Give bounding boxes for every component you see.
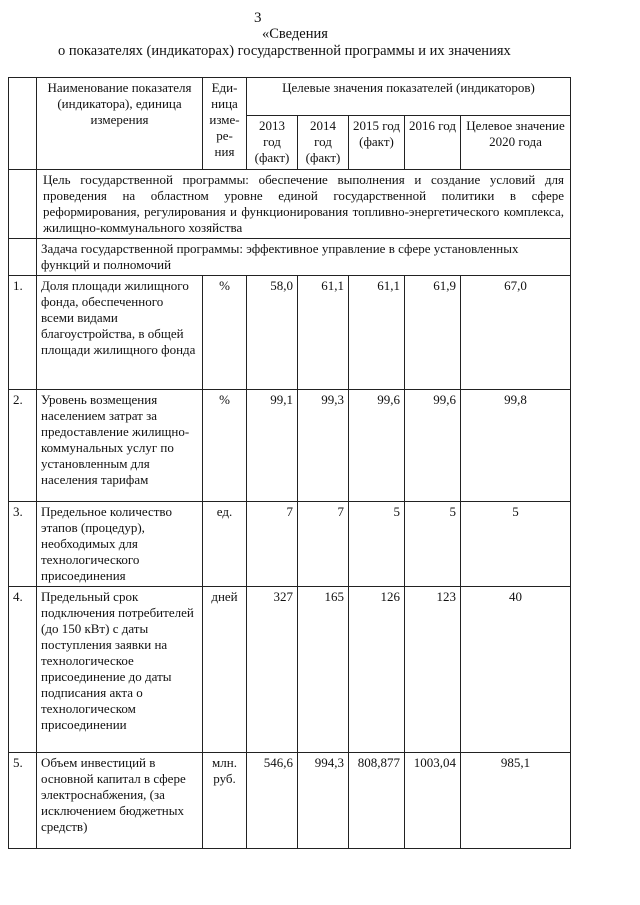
value-2013: 7 [247, 502, 298, 587]
value-2015: 61,1 [349, 276, 405, 390]
value-2014: 994,3 [298, 753, 349, 849]
program-task: Задача государственной программы: эффективное управление в сфере установленных функций и полномочий [37, 239, 571, 276]
table-row [9, 587, 571, 753]
value-2016: 123 [405, 587, 461, 753]
goal-num-cell [9, 170, 37, 239]
header-target-2020: Целевое значение 2020 года [461, 116, 571, 170]
header-indicator: Наименование показателя (индикатора), единица измерения [37, 78, 203, 170]
unit-cell: дней [203, 587, 247, 753]
value-target-2020: 40 [461, 587, 571, 753]
table-row [9, 502, 571, 587]
unit-cell: % [203, 276, 247, 390]
value-2013: 546,6 [247, 753, 298, 849]
table-row [9, 753, 571, 849]
indicator-name: Предельный срок подключения потребителей (до 150 кВт) с даты поступления заявки на технологическое присоединение до даты подписания акта о технологическом присоединении [37, 587, 203, 753]
table-row [9, 390, 571, 502]
header-year-2014: 2014 год (факт) [298, 116, 349, 170]
value-2016: 5 [405, 502, 461, 587]
row-number: 3. [9, 502, 37, 587]
value-2013: 99,1 [247, 390, 298, 502]
value-2015: 126 [349, 587, 405, 753]
table-row [9, 276, 571, 390]
task-num-cell [9, 239, 37, 276]
row-number: 4. [9, 587, 37, 753]
value-2014: 7 [298, 502, 349, 587]
page-number: 3 [254, 10, 262, 26]
row-number: 2. [9, 390, 37, 502]
indicator-name: Объем инвестиций в основной капитал в сфере электроснабжения, (за исключением бюджетных средств) [37, 753, 203, 849]
unit-cell: млн. руб. [203, 753, 247, 849]
value-target-2020: 67,0 [461, 276, 571, 390]
indicator-name: Уровень возмещения населением затрат за предоставление жилищно-коммунальных услуг по установленным для населения тарифам [37, 390, 203, 502]
value-target-2020: 5 [461, 502, 571, 587]
header-year-2016: 2016 год [405, 116, 461, 170]
header-num-cell [9, 78, 37, 170]
header-year-2015: 2015 год (факт) [349, 116, 405, 170]
document-title: «Сведения [262, 26, 328, 42]
value-2013: 327 [247, 587, 298, 753]
value-2015: 808,877 [349, 753, 405, 849]
value-target-2020: 99,8 [461, 390, 571, 502]
value-2016: 1003,04 [405, 753, 461, 849]
header-unit: Еди-ница изме-ре-ния [203, 78, 247, 170]
value-2015: 99,6 [349, 390, 405, 502]
value-2014: 61,1 [298, 276, 349, 390]
value-2014: 165 [298, 587, 349, 753]
indicator-name: Доля площади жилищного фонда, обеспеченного всеми видами благоустройства, в общей площади жилищного фонда [37, 276, 203, 390]
unit-cell: ед. [203, 502, 247, 587]
value-2016: 99,6 [405, 390, 461, 502]
value-2014: 99,3 [298, 390, 349, 502]
indicators-table [8, 77, 571, 849]
indicator-name: Предельное количество этапов (процедур), необходимых для технологического присоединения [37, 502, 203, 587]
value-2015: 5 [349, 502, 405, 587]
header-targets: Целевые значения показателей (индикаторов) [247, 78, 571, 116]
value-2016: 61,9 [405, 276, 461, 390]
program-goal: Цель государственной программы: обеспечение выполнения и создание условий для проведения на областном уровне единой государственной политики в сфере реформирования, регулирования и функционирования топливно-энергетического комплекса, жилищно-коммунального хозяйства [37, 170, 571, 239]
document-subtitle: о показателях (индикаторах) государственной программы и их значениях [58, 43, 511, 59]
value-target-2020: 985,1 [461, 753, 571, 849]
row-number: 1. [9, 276, 37, 390]
unit-cell: % [203, 390, 247, 502]
row-number: 5. [9, 753, 37, 849]
header-year-2013: 2013 год (факт) [247, 116, 298, 170]
value-2013: 58,0 [247, 276, 298, 390]
